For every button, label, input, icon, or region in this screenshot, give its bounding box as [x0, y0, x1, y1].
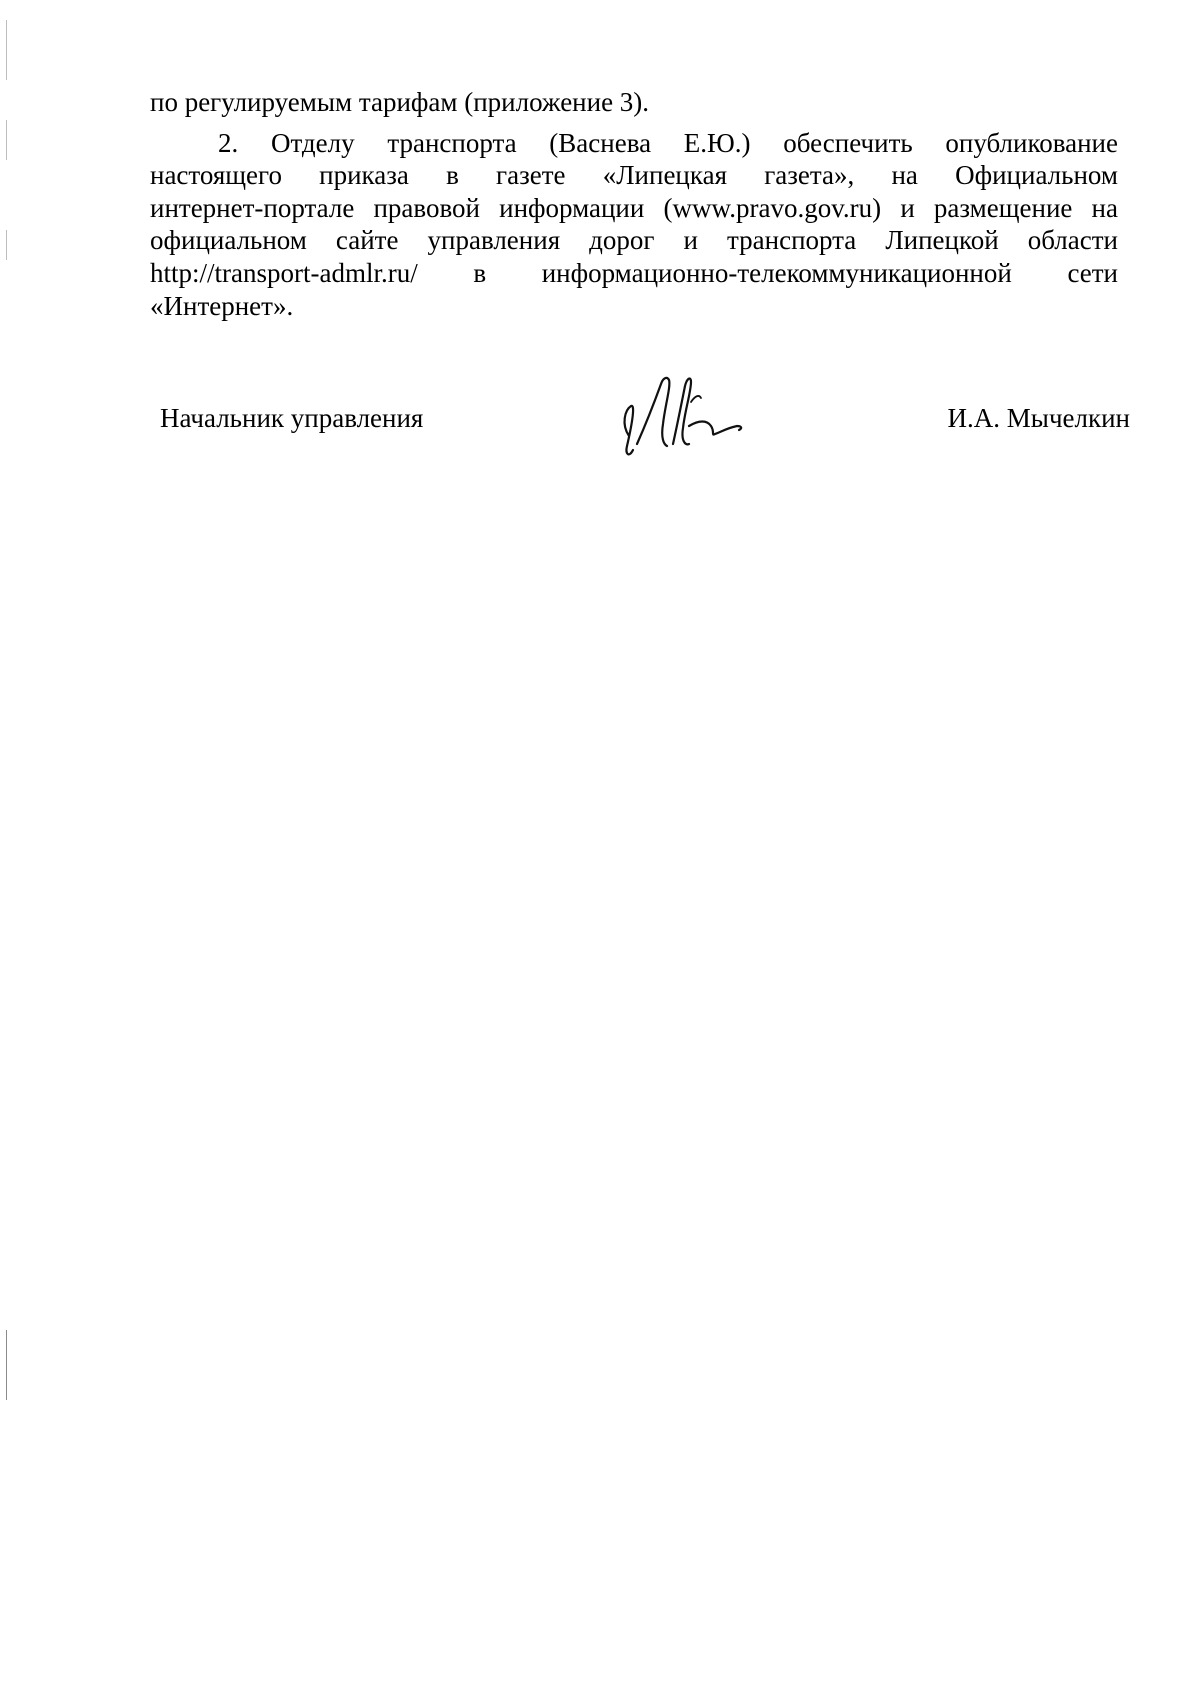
signature-block	[160, 366, 1130, 466]
scan-artifact	[6, 120, 7, 160]
scan-artifact	[6, 230, 7, 260]
text-line: настоящего приказа в газете «Липецкая газета», на Официальном	[150, 160, 1118, 191]
signatory-title: Начальник управления	[160, 403, 424, 433]
text-line: http://transport-admlr.ru/ в информационно-телекоммуникационной сети	[150, 257, 1118, 288]
scan-artifact	[6, 20, 7, 80]
scan-artifact	[6, 1330, 7, 1400]
text-line: интернет-портале правовой информации (www.pravo.gov.ru) и размещение на	[150, 192, 1118, 223]
text-line: по регулируемым тарифам (приложение 3).	[150, 87, 650, 117]
text-line: официальном сайте управления дорог и транспорта Липецкой области	[150, 225, 1118, 256]
handwritten-signature	[615, 366, 755, 462]
text-line: «Интернет».	[150, 290, 294, 321]
signatory-name: И.А. Мычелкин	[947, 403, 1130, 433]
body-text	[150, 86, 1118, 322]
text-line: 2. Отделу транспорта (Васнева Е.Ю.) обеспечить опубликование	[218, 127, 1118, 158]
